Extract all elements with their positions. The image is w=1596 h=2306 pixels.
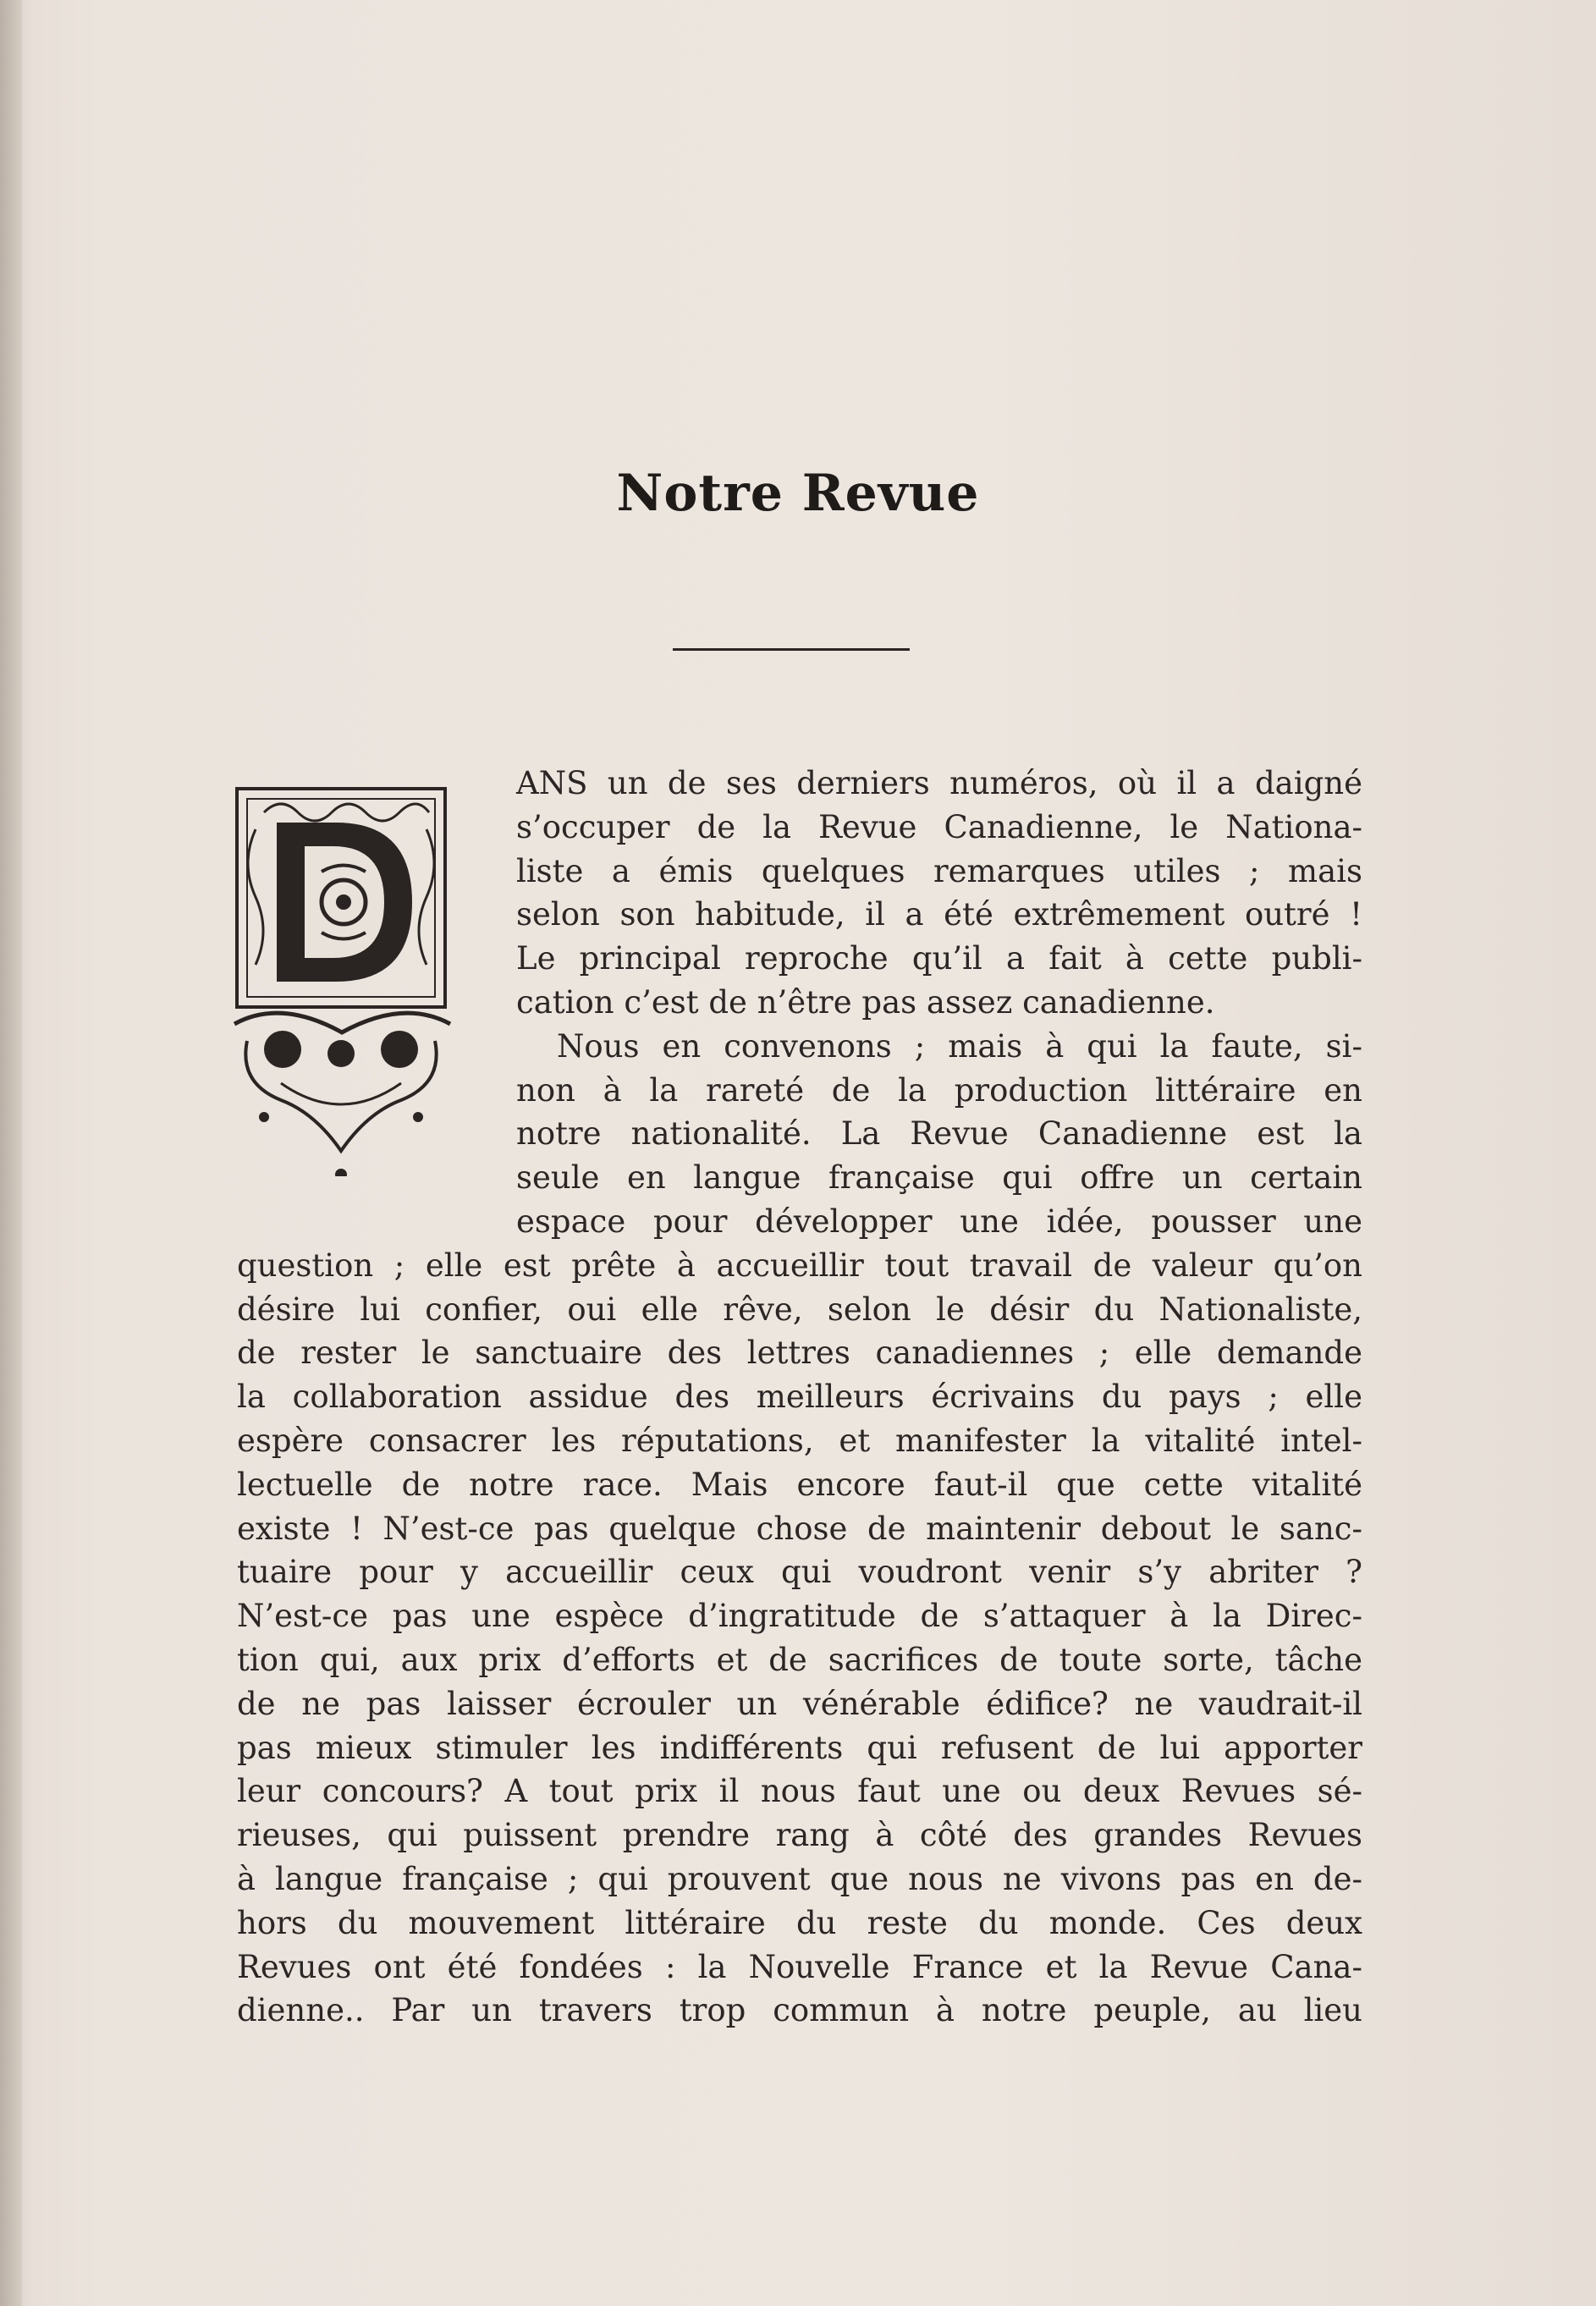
text-line: tuaire pour y accueillir ceux qui voudront venir s’y abriter ?	[237, 1554, 1362, 1591]
title-rule	[673, 648, 910, 651]
text-line: Le principal reproche qu’il a fait à cette publi-	[516, 940, 1362, 977]
text-line: leur concours? A tout prix il nous faut une ou deux Revues sé-	[237, 1773, 1362, 1810]
text-line: dienne.. Par un travers trop commun à notre peuple, au lieu	[237, 1992, 1362, 2029]
text-line: seule en langue française qui offre un certain	[516, 1159, 1362, 1197]
text-line: s’occuper de la Revue Canadienne, le Nationa-	[516, 808, 1362, 845]
text-line: espace pour développer une idée, pousser une	[516, 1203, 1362, 1240]
text-line: de ne pas laisser écrouler un vénérable édifice? ne vaudrait-il	[237, 1685, 1362, 1722]
text-line: N’est-ce pas une espèce d’ingratitude de s’attaquer à la Direc-	[237, 1598, 1362, 1635]
text-line: désire lui confier, oui elle rêve, selon le désir du Nationaliste,	[237, 1291, 1362, 1328]
paragraph-2-continued	[237, 1244, 1362, 2033]
text-line: hors du mouvement littéraire du reste du monde. Ces deux	[237, 1904, 1362, 1941]
text-line: existe ! N’est-ce pas quelque chose de maintenir debout le sanc-	[237, 1510, 1362, 1547]
page-title: Notre Revue	[616, 464, 980, 523]
book-gutter	[0, 0, 22, 2306]
text-line: selon son habitude, il a été extrêmement outré !	[516, 896, 1362, 933]
paragraph-1	[237, 762, 1362, 1025]
text-line: liste a émis quelques remarques utiles ; mais	[516, 852, 1362, 889]
text-line: Revues ont été fondées : la Nouvelle France et la Revue Cana-	[237, 1948, 1362, 1985]
paragraph-2	[237, 1025, 1362, 1244]
text-line: lectuelle de notre race. Mais encore faut-il que cette vitalité	[237, 1466, 1362, 1503]
text-line: question ; elle est prête à accueillir tout travail de valeur qu’on	[237, 1247, 1362, 1284]
text-line: Nous en convenons ; mais à qui la faute, si-	[557, 1027, 1362, 1065]
text-line: espère consacrer les réputations, et manifester la vitalité intel-	[237, 1422, 1362, 1459]
text-line: tion qui, aux prix d’efforts et de sacrifices de toute sorte, tâche	[237, 1641, 1362, 1678]
text-line: notre nationalité. La Revue Canadienne est la	[516, 1115, 1362, 1153]
text-line: de rester le sanctuaire des lettres canadiennes ; elle demande	[237, 1335, 1362, 1372]
text-line: pas mieux stimuler les indifférents qui refusent de lui apporter	[237, 1729, 1362, 1766]
article-body	[237, 762, 1362, 2033]
text-line: non à la rareté de la production littéraire en	[516, 1071, 1362, 1109]
text-line: ANS un de ses derniers numéros, où il a daigné	[516, 765, 1362, 801]
text-line: la collaboration assidue des meilleurs écrivains du pays ; elle	[237, 1379, 1362, 1416]
text-line: rieuses, qui puissent prendre rang à côté des grandes Revues	[237, 1817, 1362, 1854]
text-line: à langue française ; qui prouvent que nous ne vivons pas en de-	[237, 1860, 1362, 1897]
text-line: cation c’est de n’être pas assez canadienne.	[516, 983, 1215, 1021]
